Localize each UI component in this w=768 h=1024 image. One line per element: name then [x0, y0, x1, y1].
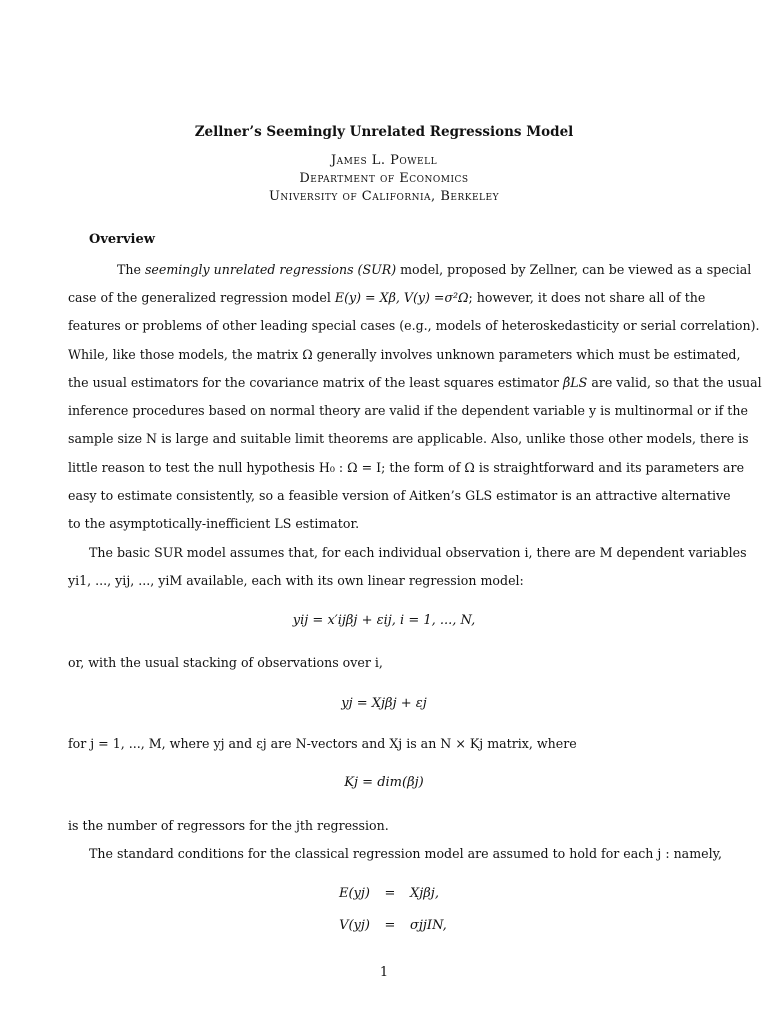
paragraph1-line7: sample size N is large and suitable limit theorems are applicable. Also, unlike those other models, there is	[68, 431, 749, 446]
paragraph1-line8: little reason to test the null hypothesis H₀ : Ω = I; the form of Ω is straightforward and its parameters are	[68, 460, 745, 475]
paragraph1-line6: inference procedures based on normal theory are valid if the dependent variable y is multinormal or if the	[68, 403, 748, 418]
text-or-stacking: or, with the usual stacking of observations over i,	[68, 655, 383, 670]
author-university: University of California, Berkeley	[268, 189, 500, 204]
paragraph2-line2: yi1, ..., yij, ..., yiM available, each with its own linear regression model:	[68, 573, 524, 588]
paper-title: Zellner’s Seemingly Unrelated Regressions Model	[194, 124, 574, 140]
author-department: Department of Economics	[299, 171, 469, 186]
equation-stacked-model: yj = Xjβj + εj	[341, 696, 427, 711]
paragraph1-line9: easy to estimate consistently, so a feasible version of Aitken’s GLS estimator is an attractive alternative	[68, 488, 731, 503]
equation-array-row2: V(yj) = σjjIN,	[339, 918, 447, 933]
paragraph1-line5: the usual estimators for the covariance matrix of the least squares estimator β̂LS are valid, so that the usual	[68, 375, 762, 390]
paragraph1-line2: case of the generalized regression model E(y) = Xβ, V(y) =σ²Ω; however, it does not share all of the	[68, 290, 706, 305]
author-name: James L. Powell	[330, 153, 438, 168]
text-for-j: for j = 1, ..., M, where yj and εj are N-vectors and Xj is an N × Kj matrix, where	[68, 736, 577, 751]
paragraph1-line1: The seemingly unrelated regressions (SUR) model, proposed by Zellner, can be viewed as a special	[117, 262, 752, 277]
text-number-of-regressors: is the number of regressors for the jth regression.	[68, 818, 389, 833]
page-number: 1	[379, 965, 389, 980]
paragraph1-line4: While, like those models, the matrix Ω generally involves unknown parameters which must be estimated,	[68, 347, 741, 362]
paragraph1-line10: to the asymptotically-inefficient LS estimator.	[68, 516, 360, 531]
paragraph1-line3: features or problems of other leading special cases (e.g., models of heteroskedasticity or serial correlation).	[68, 318, 760, 333]
equation-kj-dim: Kj = dim(βj)	[344, 775, 424, 790]
paragraph2-line1: The basic SUR model assumes that, for each individual observation i, there are M dependent variables	[89, 545, 747, 560]
equation-array-row1: E(yj) = Xjβj,	[338, 886, 439, 901]
equation-regression-model: yij = x′ijβj + εij, i = 1, ..., N,	[292, 613, 476, 628]
text-standard-conditions: The standard conditions for the classical regression model are assumed to hold for each j : namely,	[89, 846, 723, 861]
section-heading-overview: Overview	[89, 232, 155, 247]
